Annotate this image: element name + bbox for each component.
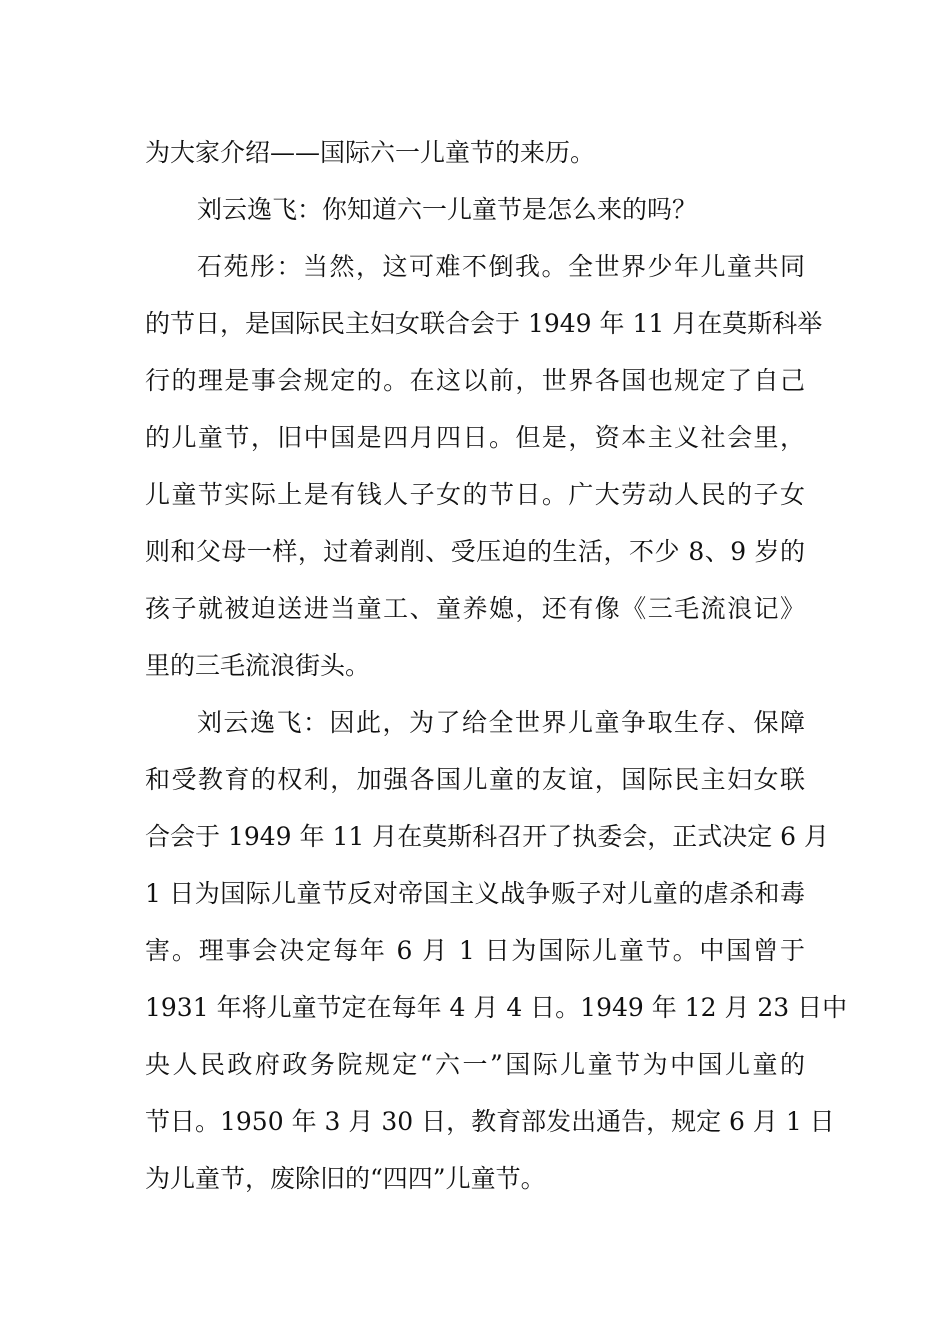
paragraph-line: 儿童节实际上是有钱人子女的节日。广大劳动人民的子女 bbox=[145, 480, 805, 509]
paragraph-line: 节日。1950 年 3 月 30 日，教育部发出通告，规定 6 月 1 日 bbox=[145, 1107, 835, 1136]
dialogue-line: 刘云逸飞：你知道六一儿童节是怎么来的吗？ bbox=[197, 195, 698, 224]
paragraph-line: 孩子就被迫送进当童工、童养媳，还有像《三毛流浪记》 bbox=[145, 594, 805, 623]
paragraph-line: 为儿童节，废除旧的“四四”儿童节。 bbox=[145, 1164, 546, 1193]
paragraph-line: 合会于 1949 年 11 月在莫斯科召开了执委会，正式决定 6 月 bbox=[145, 822, 830, 851]
document-body bbox=[145, 124, 848, 1207]
paragraph-line: 则和父母一样，过着剥削、受压迫的生活，不少 8、9 岁的 bbox=[145, 537, 805, 566]
paragraph-line: 行的理是事会规定的。在这以前，世界各国也规定了自己 bbox=[145, 366, 805, 395]
paragraph-line: 和受教育的权利，加强各国儿童的友谊，国际民主妇女联 bbox=[145, 765, 805, 794]
paragraph-line: 的儿童节，旧中国是四月四日。但是，资本主义社会里， bbox=[145, 423, 805, 452]
paragraph-line: 1931 年将儿童节定在每年 4 月 4 日。1949 年 12 月 23 日中 bbox=[145, 993, 848, 1022]
paragraph-line: 的节日，是国际民主妇女联合会于 1949 年 11 月在莫斯科举 bbox=[145, 309, 823, 338]
paragraph-line: 央人民政府政务院规定“六一”国际儿童节为中国儿童的 bbox=[145, 1050, 805, 1079]
paragraph-line: 1 日为国际儿童节反对帝国主义战争贩子对儿童的虐杀和毒 bbox=[145, 879, 805, 908]
paragraph-line: 害。理事会决定每年 6 月 1 日为国际儿童节。中国曾于 bbox=[145, 936, 805, 965]
paragraph-line: 为大家介绍——国际六一儿童节的来历。 bbox=[145, 138, 596, 167]
dialogue-line: 石苑彤：当然，这可难不倒我。全世界少年儿童共同 bbox=[197, 252, 805, 281]
paragraph-line: 里的三毛流浪街头。 bbox=[145, 651, 371, 680]
dialogue-line: 刘云逸飞：因此，为了给全世界儿童争取生存、保障 bbox=[197, 708, 805, 737]
